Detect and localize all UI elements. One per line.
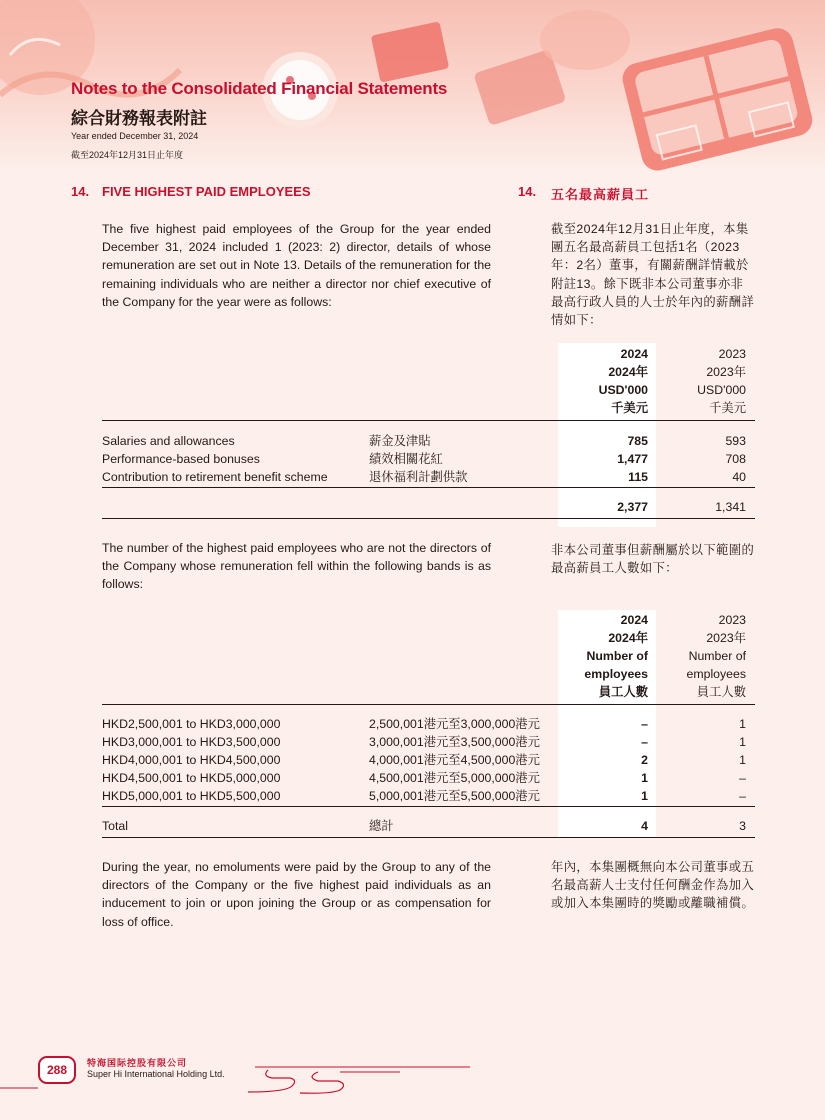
row-value-2024: 2	[641, 753, 648, 767]
t1-total-2023: 1,341	[715, 500, 746, 514]
t1-total-2024: 2,377	[617, 500, 648, 514]
row-label-cn: 3,000,001港元至3,500,000港元	[369, 735, 540, 749]
t1-header-rule	[102, 420, 755, 421]
t2-header-2023-unit2: employees	[686, 667, 746, 681]
period-label-cn: 截至2024年12月31日止年度	[71, 150, 184, 160]
row-label-cn: 4,000,001港元至4,500,000港元	[369, 753, 540, 767]
closing-paragraph-cn: 年內，本集團概無向本公司董事或五名最高薪人士支付任何酬金作為加入或加入本集團時的獎勵或離職補償。	[551, 860, 755, 911]
row-value-2023: 1	[739, 753, 746, 767]
t2-total-2023: 3	[739, 819, 746, 833]
t1-header-2024-unit-cn: 千美元	[611, 401, 648, 415]
t2-header-2023-unit: Number of	[688, 649, 746, 663]
t2-header-rule	[102, 704, 755, 705]
t2-subtotal-rule	[102, 806, 755, 807]
t1-header-2024-unit: USD'000	[598, 383, 648, 397]
row-value-2024: 785	[627, 434, 648, 448]
footer-swirl-decoration	[0, 1060, 480, 1100]
t1-subtotal-rule	[102, 487, 755, 488]
t2-header-2023-unit-cn: 員工人數	[696, 685, 746, 699]
total-label: Total	[102, 819, 128, 833]
t2-header-2024-unit: Number of	[586, 649, 648, 663]
row-value-2023: 1	[739, 735, 746, 749]
row-value-2024: –	[641, 735, 648, 749]
row-label-cn: 2,500,001港元至3,000,000港元	[369, 717, 540, 731]
t2-header-2023-year: 2023	[718, 613, 746, 627]
t1-header-2024-year: 2024	[620, 347, 648, 361]
t2-header-2023-year-cn: 2023年	[706, 631, 746, 645]
bands-paragraph-cn: 非本公司董事但薪酬屬於以下範圍的最高薪員工人數如下：	[551, 543, 755, 576]
row-label-cn: 5,000,001港元至5,500,000港元	[369, 789, 540, 803]
page-title-cn: 綜合財務報表附註	[71, 109, 207, 128]
closing-paragraph: During the year, no emoluments were paid by the Group to any of the directors of the Company or the five highest paid individuals as an inducement to join or upon joining the Group or as compensation for loss of office.	[102, 860, 491, 929]
t2-total-rule	[102, 837, 755, 838]
row-label: HKD4,000,001 to HKD4,500,000	[102, 753, 281, 767]
row-value-2024: 1	[641, 789, 648, 803]
row-label-cn: 績效相關花紅	[369, 452, 443, 466]
row-value-2024: –	[641, 717, 648, 731]
row-value-2023: –	[739, 771, 746, 785]
t1-header-2023-unit-cn: 千美元	[709, 401, 746, 415]
t2-header-2024-unit2: employees	[584, 667, 648, 681]
row-value-2023: 40	[732, 470, 746, 484]
section-number: 14.	[71, 184, 90, 199]
row-label: HKD5,000,001 to HKD5,500,000	[102, 789, 281, 803]
intro-paragraph-cn: 截至2024年12月31日止年度，本集團五名最高薪員工包括1名（2023年：2名）董事，有關薪酬詳情載於附註13。餘下既非本公司董事亦非最高行政人員的人士於年內的薪酬詳情如下：	[551, 222, 755, 328]
t2-header-2024-year-cn: 2024年	[608, 631, 648, 645]
t1-header-2024-year-cn: 2024年	[608, 365, 648, 379]
section-number-cn: 14.	[518, 184, 537, 199]
row-value-2023: –	[739, 789, 746, 803]
bands-paragraph: The number of the highest paid employees who are not the directors of the Company whose remuneration fell within the following bands is as follows:	[102, 541, 491, 592]
t2-header-2024-year: 2024	[620, 613, 648, 627]
row-label: HKD4,500,001 to HKD5,000,000	[102, 771, 281, 785]
t2-total-2024: 4	[641, 819, 648, 833]
total-label-cn: 總計	[369, 819, 394, 833]
intro-paragraph: The five highest paid employees of the Group for the year ended December 31, 2024 included 1 (2023: 2) director, details of whose remuneration are set out in Note 13. Details of the remuneration for the remaining individuals who are neither a director nor chief executive of the Company for the year were as follows:	[102, 222, 491, 309]
row-value-2024: 1	[641, 771, 648, 785]
row-value-2023: 1	[739, 717, 746, 731]
company-name-cn: 特海国际控股有限公司	[87, 1058, 188, 1068]
t1-total-rule	[102, 518, 755, 519]
row-label-cn: 薪金及津貼	[369, 434, 431, 448]
row-label: Performance-based bonuses	[102, 452, 260, 466]
company-name: Super Hi International Holding Ltd.	[87, 1069, 225, 1079]
section-title-cn: 五名最高薪員工	[551, 187, 650, 202]
t1-header-2023-year-cn: 2023年	[706, 365, 746, 379]
row-label: Contribution to retirement benefit scheme	[102, 470, 328, 484]
page-number: 288	[38, 1056, 76, 1084]
t1-header-2023-year: 2023	[718, 347, 746, 361]
row-value-2023: 593	[725, 434, 746, 448]
row-label: HKD3,000,001 to HKD3,500,000	[102, 735, 281, 749]
t2-header-2024-unit-cn: 員工人數	[598, 685, 648, 699]
row-value-2024: 115	[628, 470, 648, 484]
section-title: FIVE HIGHEST PAID EMPLOYEES	[102, 184, 311, 199]
page-title: Notes to the Consolidated Financial Statements	[71, 79, 448, 98]
row-value-2023: 708	[725, 452, 746, 466]
row-label-cn: 退休福利計劃供款	[369, 470, 468, 484]
row-label: Salaries and allowances	[102, 434, 235, 448]
row-label-cn: 4,500,001港元至5,000,000港元	[369, 771, 540, 785]
period-label: Year ended December 31, 2024	[71, 131, 199, 141]
row-label: HKD2,500,001 to HKD3,000,000	[102, 717, 281, 731]
t1-header-2023-unit: USD'000	[697, 383, 746, 397]
row-value-2024: 1,477	[617, 452, 648, 466]
